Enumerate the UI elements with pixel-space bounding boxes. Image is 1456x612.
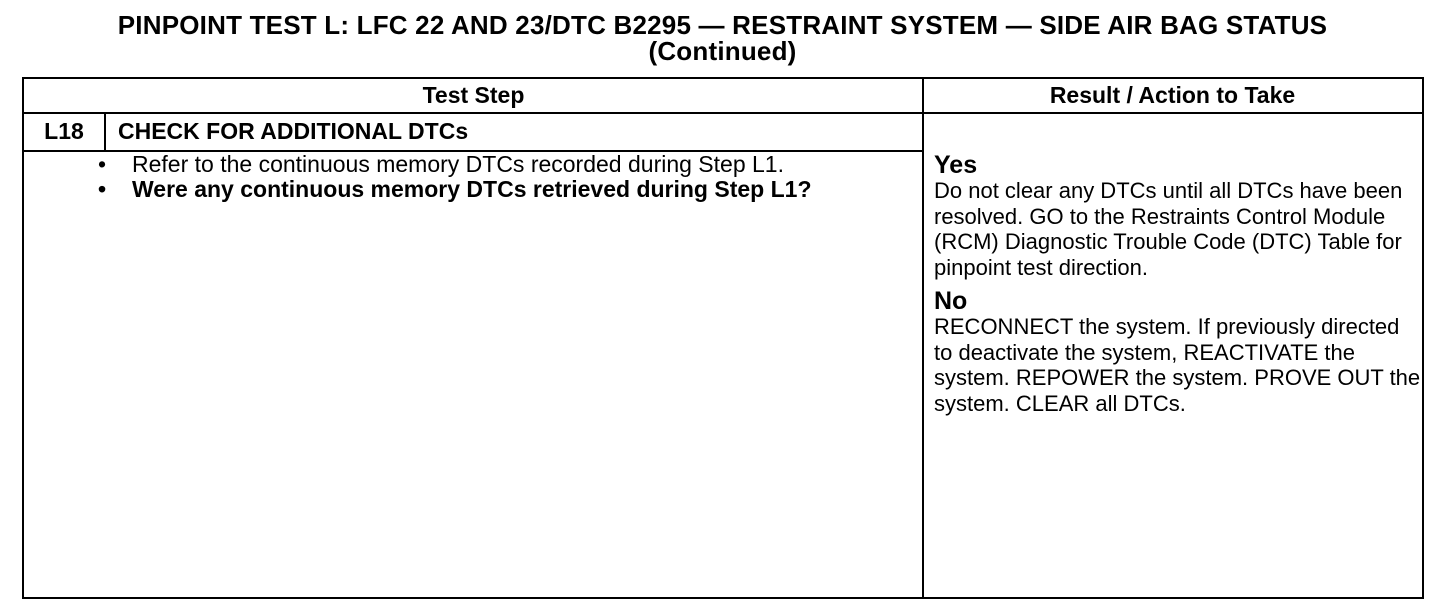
title-continued: (Continued) <box>648 36 797 66</box>
result-yes <box>934 152 1422 280</box>
step-instructions <box>96 152 866 202</box>
result-actions <box>934 152 1422 424</box>
bullet-icon: • <box>97 176 107 202</box>
header-result-action: Result / Action to Take <box>923 79 1422 114</box>
result-yes-text: Do not clear any DTCs until all DTCs have been resolved. GO to the Restraints Control Module (RCM) Diagnostic Trouble Code (DTC) Table for pinpoint test direction. <box>934 178 1403 280</box>
result-no-label: No <box>934 287 968 315</box>
step-number: L18 <box>24 114 106 150</box>
instruction-text: Refer to the continuous memory DTCs recorded during Step L1. <box>132 151 784 177</box>
result-yes-label: Yes <box>934 151 978 179</box>
title-main: PINPOINT TEST L: LFC 22 AND 23/DTC B2295 — RESTRAINT SYSTEM — SIDE AIR BAG STATUS <box>117 10 1328 40</box>
instruction-item <box>96 152 866 177</box>
step-title: CHECK FOR ADDITIONAL DTCs <box>118 118 469 144</box>
header-test-step: Test Step <box>24 79 923 114</box>
question-text: Were any continuous memory DTCs retrieved during Step L1? <box>132 176 812 202</box>
result-no <box>934 288 1422 416</box>
question-item <box>96 177 866 202</box>
page-title <box>0 12 1445 64</box>
column-divider <box>922 79 924 597</box>
step-row <box>24 114 923 152</box>
result-no-text: RECONNECT the system. If previously directed to deactivate the system, REACTIVATE the system. REPOWER the system. PROVE OUT the system. CLEAR all DTCs. <box>934 314 1421 416</box>
bullet-icon: • <box>97 151 107 177</box>
